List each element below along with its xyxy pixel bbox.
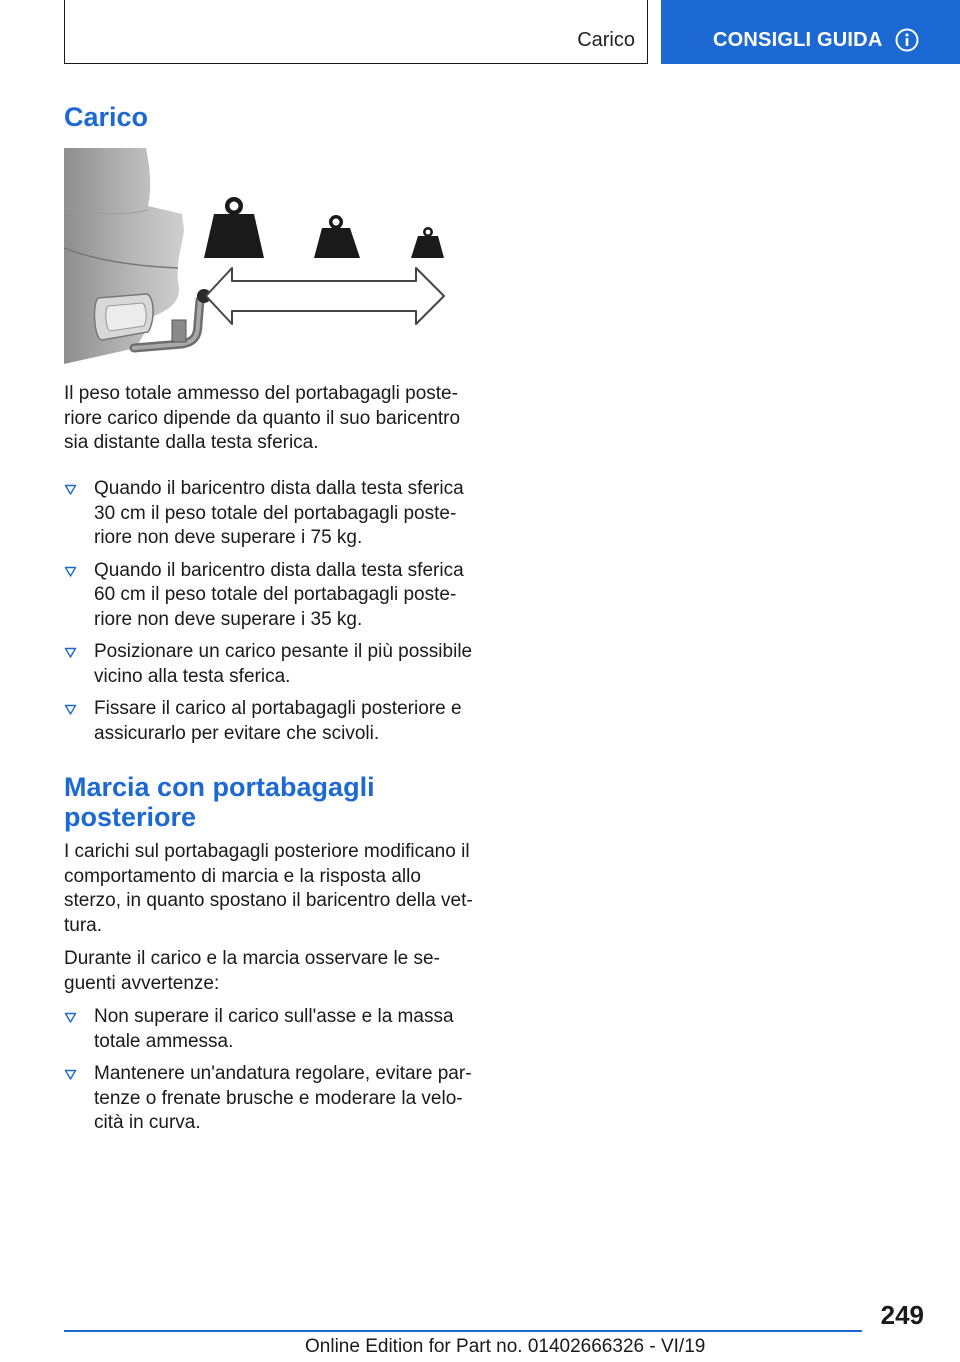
header-chapter-title: CONSIGLI GUIDA	[713, 29, 883, 51]
load-rules-list	[64, 477, 480, 754]
list-item-text: Quando il baricentro dista dalla testa sferica 60 cm il peso totale del portabagagli posteriore non deve superare i 35 kg.	[94, 559, 464, 630]
triangle-bullet-icon	[64, 1011, 77, 1024]
towbar-load-illustration	[64, 148, 460, 364]
list-item-text: Quando il baricentro dista dalla testa sferica 30 cm il peso totale del portabagagli posteriore non deve superare i 75 kg.	[94, 478, 464, 548]
intro-paragraph: Il peso totale ammesso del portabagagli posteriore carico dipende da quanto il suo baricentro sia distante dalla testa sferica.	[64, 383, 461, 453]
section-title-towing: Marcia con portabagagli posteriore	[64, 772, 375, 832]
list-item-text: Fissare il carico al portabagagli posteriore e assicurarlo per evitare che scivoli.	[94, 698, 462, 744]
list-item-text: Mantenere un'andatura regolare, evitare partenze o frenate brusche e moderare la velocità in curva.	[94, 1063, 472, 1133]
header-section-box	[64, 0, 648, 64]
list-item	[64, 697, 480, 746]
list-item	[64, 559, 480, 633]
list-item	[64, 477, 480, 551]
triangle-bullet-icon	[64, 703, 77, 716]
list-item	[64, 1005, 480, 1054]
triangle-bullet-icon	[64, 565, 77, 578]
info-icon[interactable]	[895, 28, 919, 52]
triangle-bullet-icon	[64, 483, 77, 496]
list-item-text: Posizionare un carico pesante il più possibile vicino alla testa sferica.	[94, 641, 473, 687]
page-number: 249	[880, 1300, 924, 1330]
towing-rules-list	[64, 1005, 480, 1144]
triangle-bullet-icon	[64, 1068, 77, 1081]
footer-divider	[64, 1330, 862, 1332]
footer-edition: Online Edition for Part no. 01402666326 - VI/19	[305, 1336, 706, 1357]
list-item-text: Non superare il carico sull'asse e la massa totale ammessa.	[94, 1006, 454, 1052]
header-chapter-tab[interactable]	[661, 0, 960, 64]
towing-paragraph-1: I carichi sul portabagagli posteriore modificano il comportamento di marcia e la risposta allo sterzo, in quanto spostano il baricentro della vettura.	[64, 841, 473, 936]
list-item	[64, 640, 480, 689]
triangle-bullet-icon	[64, 646, 77, 659]
page-title: Carico	[64, 102, 149, 132]
header-section-title: Carico	[577, 29, 635, 51]
towing-paragraph-2: Durante il carico e la marcia osservare le seguenti avvertenze:	[64, 948, 440, 994]
list-item	[64, 1062, 480, 1136]
